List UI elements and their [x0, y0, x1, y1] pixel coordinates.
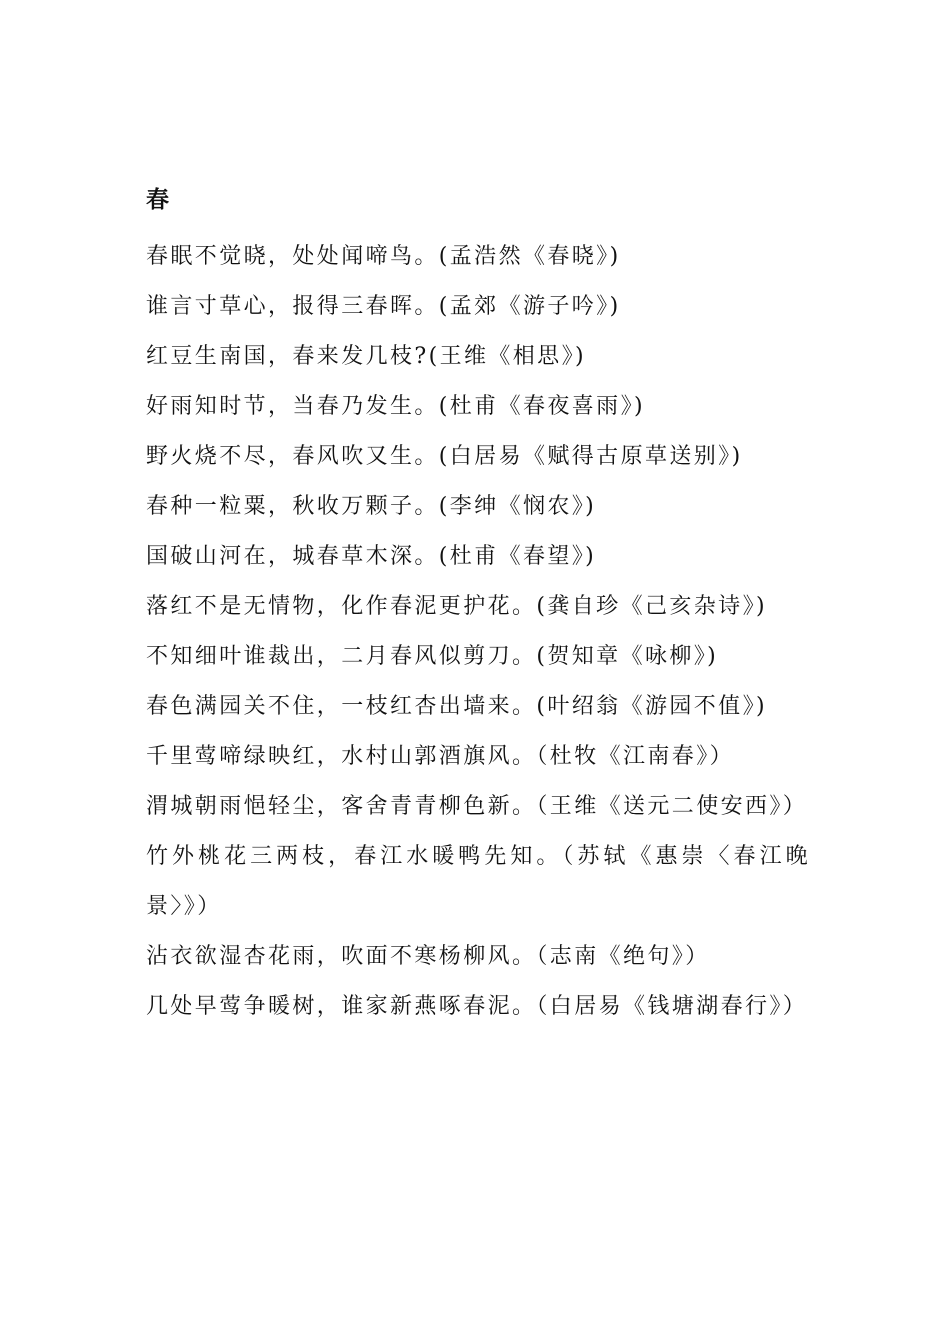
- poem-line: 国破山河在，城春草木深。(杜甫《春望》): [146, 544, 597, 569]
- poem-line: 不知细叶谁裁出，二月春风似剪刀。(贺知章《咏柳》): [146, 644, 719, 669]
- poem-line: 沾衣欲湿杏花雨，吹面不寒杨柳风。（志南《绝句》）: [146, 944, 710, 969]
- poem-line: 春种一粒粟，秋收万颗子。(李绅《悯农》): [146, 494, 597, 519]
- poem-line: 落红不是无情物，化作春泥更护花。(龚自珍《己亥杂诗》): [146, 594, 767, 619]
- poem-line: 春眠不觉晓，处处闻啼鸟。(孟浩然《春晓》): [146, 244, 621, 269]
- poem-line: 几处早莺争暖树，谁家新燕啄春泥。（白居易《钱塘湖春行》）: [146, 994, 808, 1019]
- poem-line: 渭城朝雨悒轻尘，客舍青青柳色新。（王维《送元二使安西》）: [146, 794, 808, 819]
- section-title: 春: [146, 186, 169, 213]
- poem-line: 竹外桃花三两枝，春江水暖鸭先知。（苏轼《惠崇〈春江晚景〉》）: [146, 844, 810, 919]
- poem-list: [146, 232, 810, 1032]
- poem-line: 野火烧不尽，春风吹又生。(白居易《赋得古原草送别》): [146, 444, 743, 469]
- poem-line: 千里莺啼绿映红，水村山郭酒旗风。（杜牧《江南春》）: [146, 744, 735, 769]
- document-page: [146, 182, 810, 1032]
- poem-line: 春色满园关不住，一枝红杏出墙来。(叶绍翁《游园不值》): [146, 694, 767, 719]
- poem-line: 好雨知时节，当春乃发生。(杜甫《春夜喜雨》): [146, 394, 645, 419]
- poem-line: 红豆生南国，春来发几枝?(王维《相思》): [146, 344, 586, 369]
- poem-line: 谁言寸草心，报得三春晖。(孟郊《游子吟》): [146, 294, 621, 319]
